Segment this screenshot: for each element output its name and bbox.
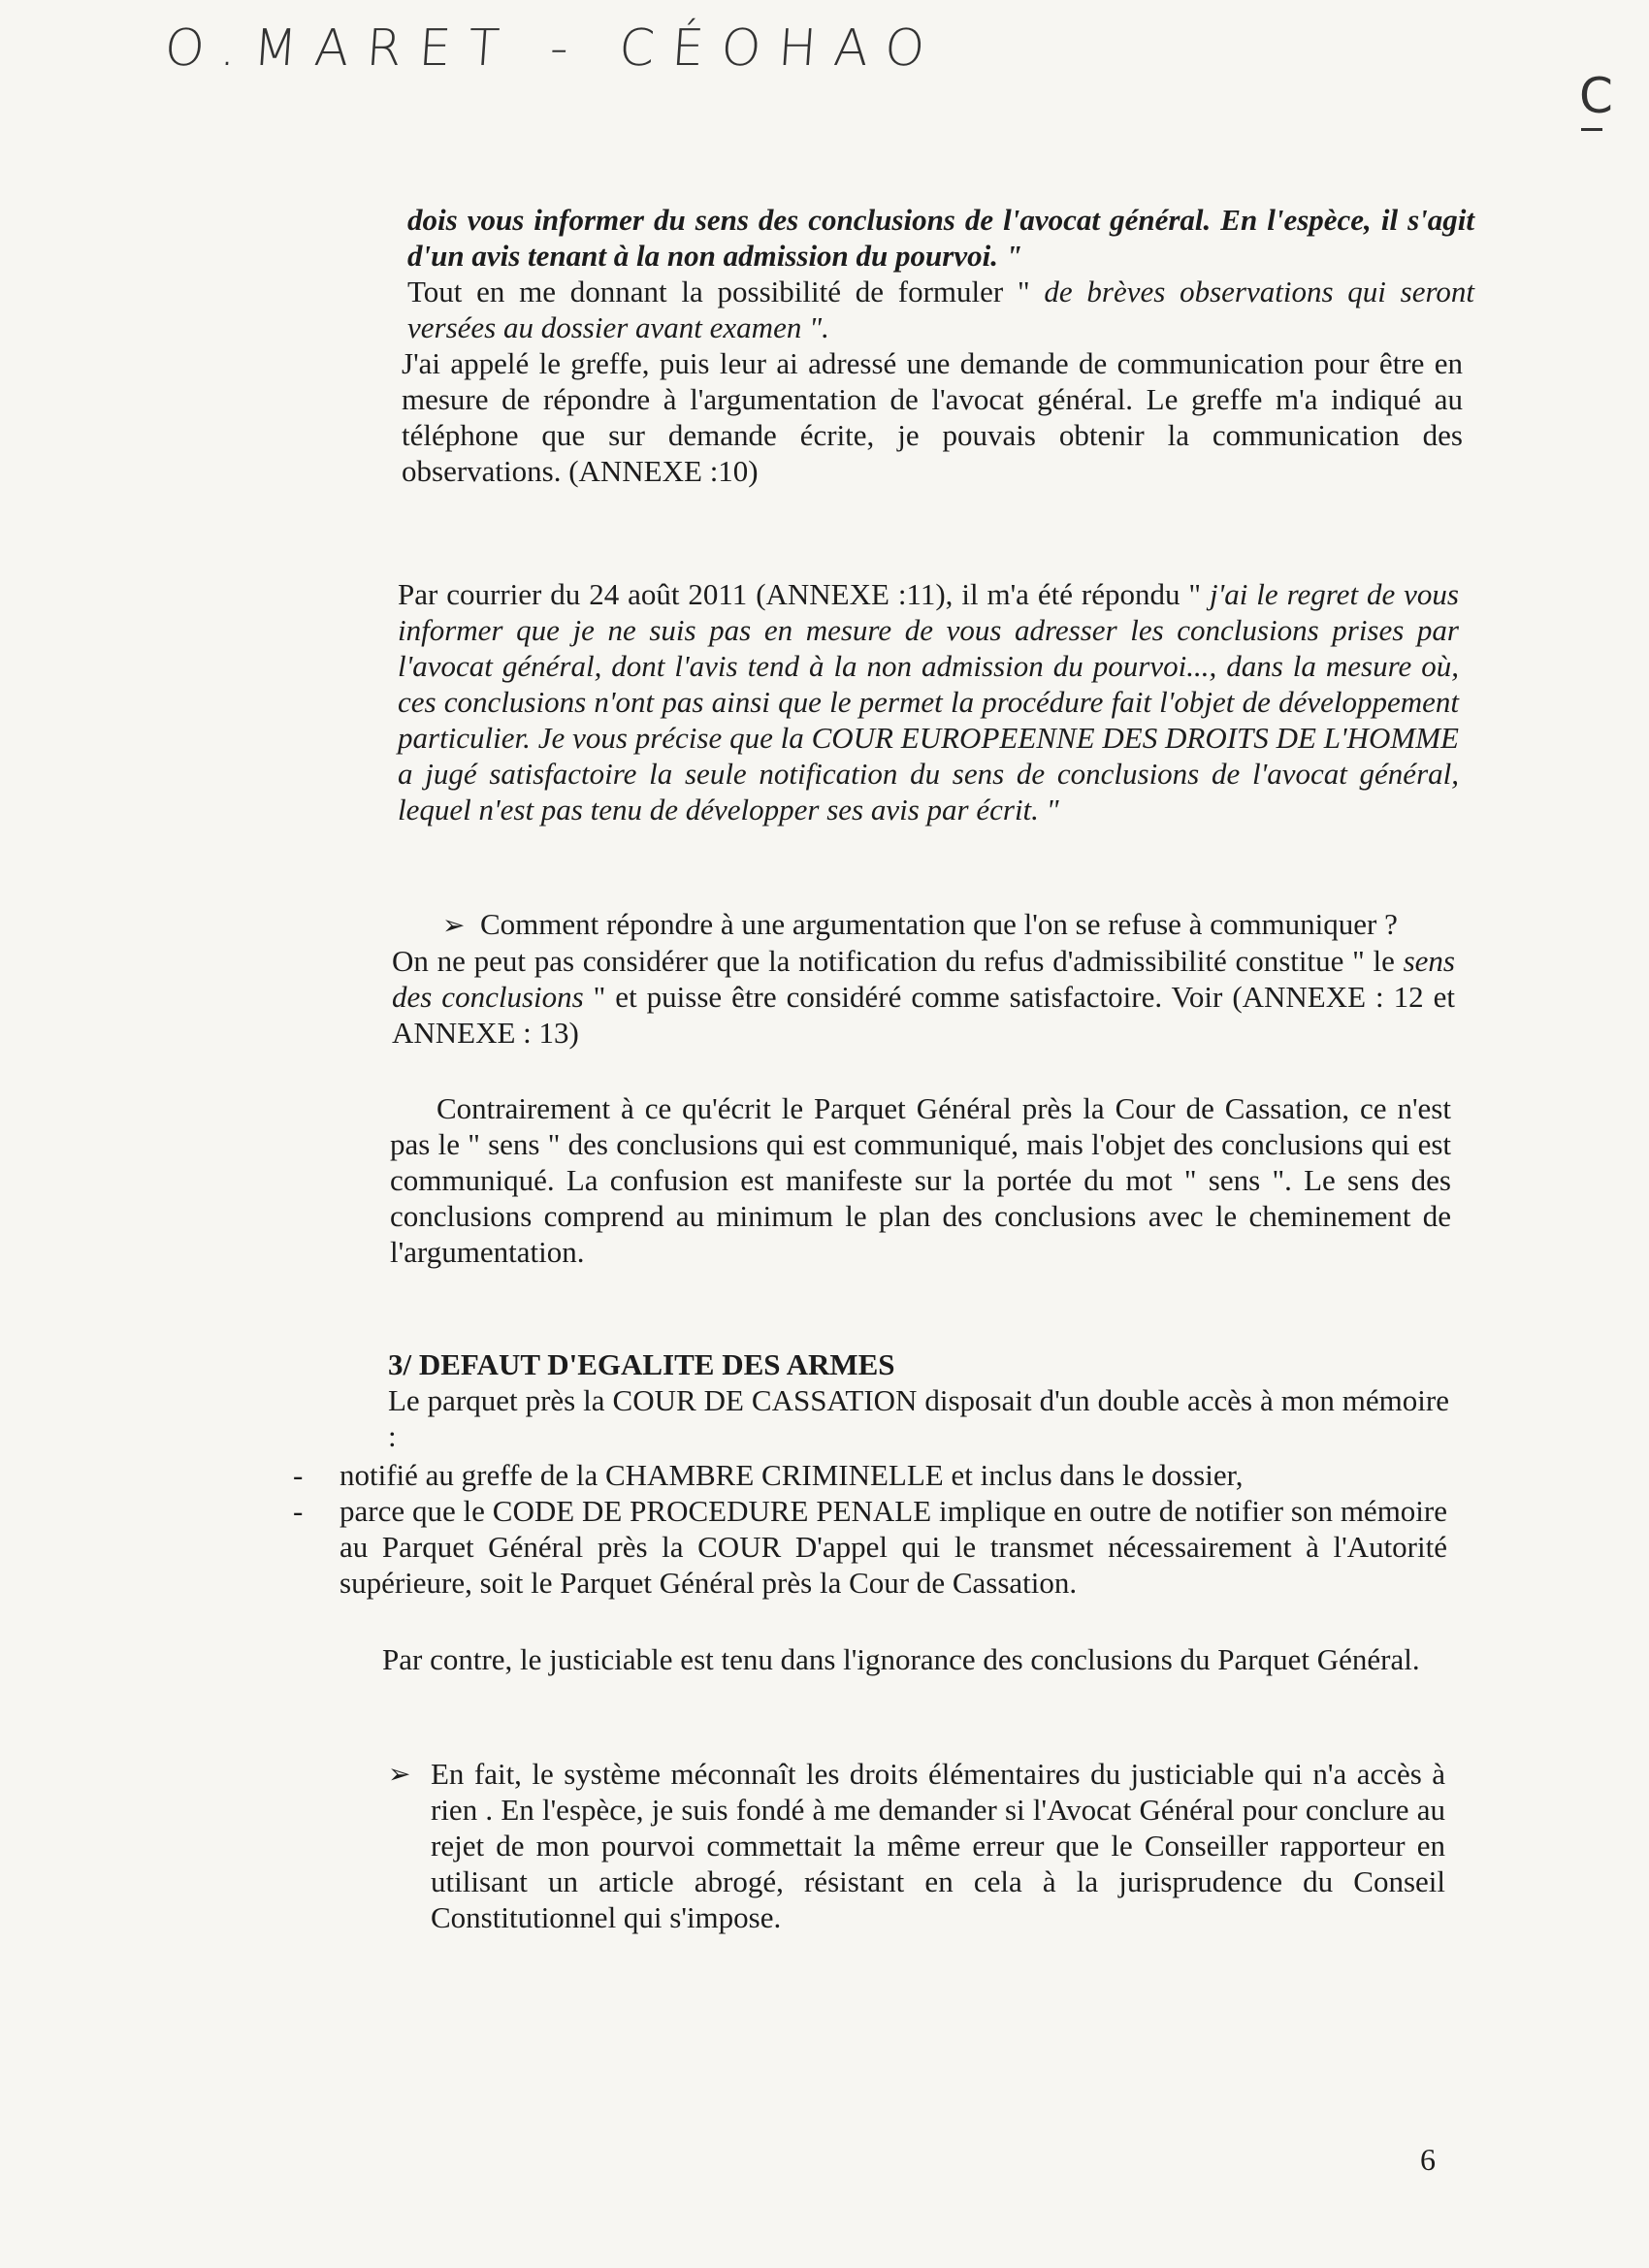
dash-bullet: - [293,1458,304,1492]
handwritten-note: O.MARET - CÉOHAO [162,19,945,78]
paragraph-1-italic: de brèves observations qui seront versées au dossier avant examen ". [407,275,1474,344]
dash-bullet: - [293,1494,304,1528]
paragraph-4-text-a: On ne peut pas considérer que la notification du refus d'admissibilité constitue " le [392,944,1404,978]
list-item-text: notifié au greffe de la CHAMBRE CRIMINELLE et inclus dans le dossier, [340,1458,1244,1492]
section-heading: 3/ DEFAUT D'EGALITE DES ARMES [388,1347,895,1381]
paragraph-4-first-line [392,906,1455,943]
paragraph-5-text: Contrairement à ce qu'écrit le Parquet Général près la Cour de Cassation, ce n'est pas le " sens " des conclusions qui est communiqué, mais l'objet des conclusions qui est communiqué. La confusion est manifeste sur la portée du mot " sens ". Le sens des conclusions comprend au minimum le plan des conclusions avec le cheminement de l'argumentation. [390,1091,1451,1269]
paragraph-4-text-b: " et puisse être considéré comme satisfactoire. Voir (ANNEXE : 12 et ANNEXE : 13) [392,980,1455,1050]
en-fait-text: En fait, le système méconnaît les droits élémentaires du justiciable qui n'a accès à rien . En l'espèce, je suis fondé à me demander si l'Avocat Général pour conclure au rejet de mon pourvoi commettait la même erreur que le Conseiller rapporteur en utilisant un article abrogé, résistant en cela à la jurisprudence du Conseil Constitutionnel qui s'impose. [431,1757,1445,1934]
paragraph-4 [392,906,1455,1051]
paragraph-3-lead: Par courrier du 24 août 2011 (ANNEXE :11), il m'a été répondu " [398,577,1202,611]
paragraph-en-fait [388,1756,1445,1935]
section-3 [388,1346,1449,1454]
list-item [293,1457,1447,1493]
paragraph-4-question: Comment répondre à une argumentation que l'on se refuse à communiquer ? [479,907,1398,941]
section-intro: Le parquet près la COUR DE CASSATION disposait d'un double accès à mon mémoire : [388,1383,1449,1453]
paragraph-3-text [398,576,1459,827]
list-item-text: parce que le CODE DE PROCEDURE PENALE implique en outre de notifier son mémoire au Parquet Général près la COUR D'appel qui le transmet nécessairement à l'Autorité supérieure, soit le Parquet Général près la Cour de Cassation. [340,1494,1447,1600]
paragraph-3 [398,576,1459,827]
page-number: 6 [1420,2142,1436,2177]
paragraph-2 [402,345,1463,489]
corner-mark [1579,68,1613,124]
paragraph-4-body [392,943,1455,1051]
bold-italic-quote: dois vous informer du sens des conclusions de l'avocat général. En l'espèce, il s'agit d'un avis tenant à la non admission du pourvoi. " [407,203,1474,273]
paragraph-3-quote: j'ai le regret de vous informer que je ne suis pas en mesure de vous adresser les conclusions prises par l'avocat général, dont l'avis tend à la non admission du pourvoi..., dans la mesure où, ces conclusions n'ont pas ainsi que le permet la procédure fait l'objet de développement particulier. Je vous précise que la COUR EUROPEENNE DES DROITS DE L'HOMME a jugé satisfactoire la seule notification du sens de conclusions de l'avocat général, lequel n'est pas tenu de développer ses avis par écrit. " [398,577,1459,826]
paragraph-1 [407,202,1474,345]
arrow-bullet-icon: ➢ [442,909,466,941]
paragraph-5 [390,1090,1451,1270]
paragraph-1-lead: Tout en me donnant la possibilité de formuler " [407,275,1030,308]
corner-mark-letter: C [1579,68,1613,124]
paragraph-contre [338,1641,1445,1677]
list-item [293,1493,1447,1601]
arrow-bullet-icon: ➢ [388,1758,411,1790]
corner-mark-underline [1581,128,1602,131]
paragraph-contre-text: Par contre, le justiciable est tenu dans l'ignorance des conclusions du Parquet Général. [382,1642,1420,1676]
paragraph-2-text: J'ai appelé le greffe, puis leur ai adressé une demande de communication pour être en mesure de répondre à l'argumentation de l'avocat général. Le greffe m'a indiqué au téléphone que sur demande écrite, je pouvais obtenir la communication des observations. (ANNEXE :10) [402,346,1463,488]
paragraph-en-fait-text [388,1756,1445,1935]
dash-list [293,1457,1447,1601]
paragraph-4-italic: sens des conclusions [392,944,1455,1014]
paragraph-1-continuation [407,274,1474,345]
